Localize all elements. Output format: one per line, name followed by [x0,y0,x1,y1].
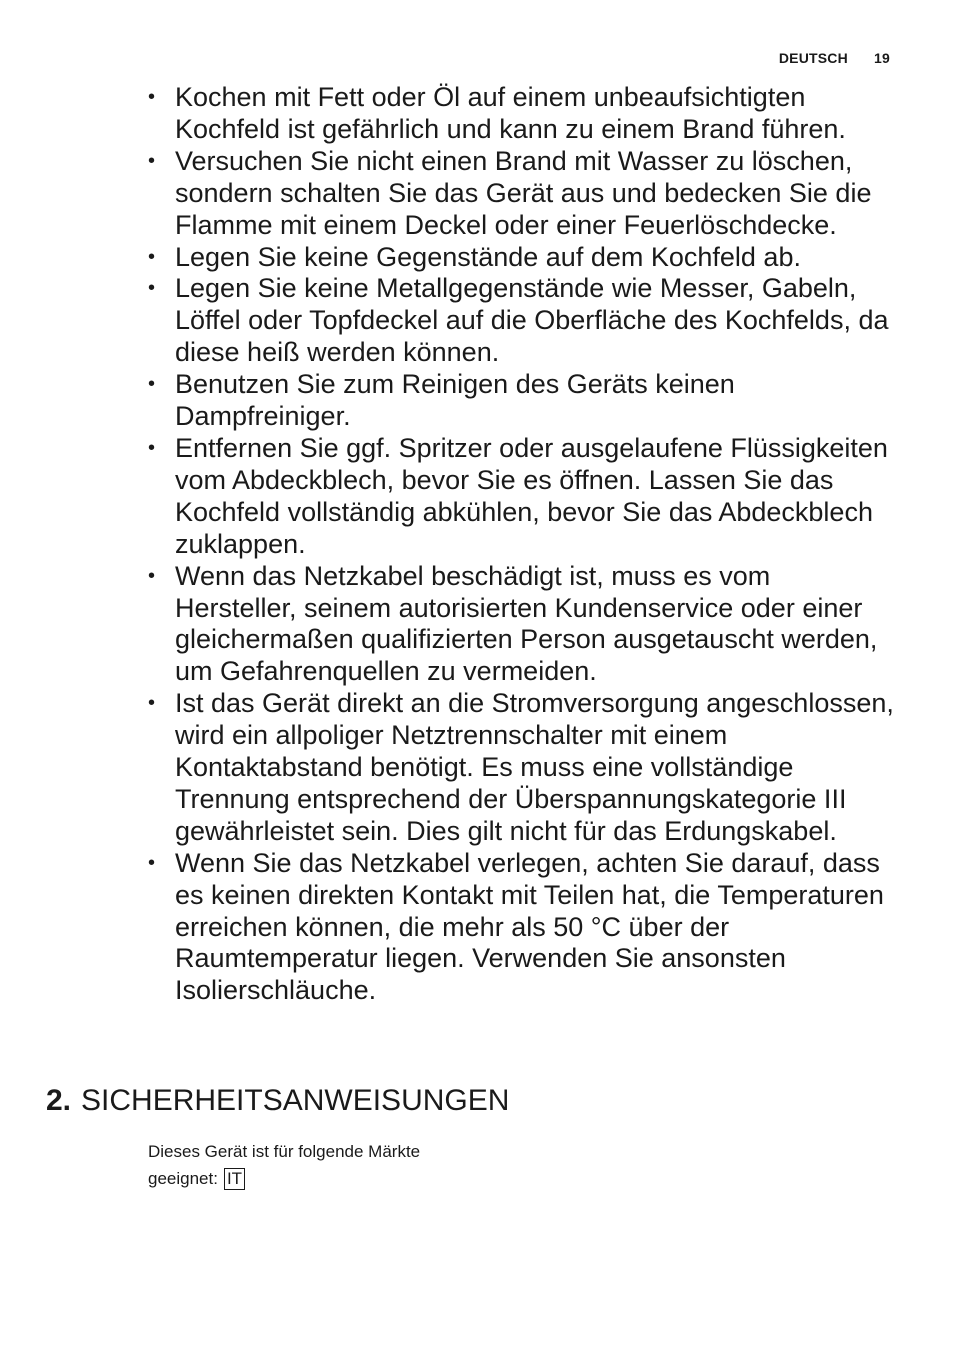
list-item [148,561,898,689]
bullet-text: Ist das Gerät direkt an die Stromversorgung angeschlossen, wird ein allpoliger Netztrennschalter mit einem Kontaktabstand benötigt. Es muss eine vollständige Trennung entsprechend der Überspannungskategorie III gewährleistet sein. Dies gilt nicht für das Erdungskabel. [175,688,894,846]
bullet-text: Versuchen Sie nicht einen Brand mit Wasser zu löschen, sondern schalten Sie das Gerät aus und bedecken Sie die Flamme mit einem Deckel oder einer Feuerlöschdecke. [175,145,872,240]
bullet-text: Legen Sie keine Metallgegenstände wie Messer, Gabeln, Löffel oder Topfdeckel auf die Oberfläche des Kochfelds, da diese heiß werden können. [175,273,889,368]
bullet-icon: • [148,373,156,396]
bullet-icon: • [148,245,156,268]
bullet-icon: • [148,851,156,874]
bullet-icon: • [148,436,156,459]
market-info [148,1138,478,1192]
section-title: SICHERHEITSANWEISUNGEN [81,1084,510,1117]
safety-bullet-list [148,82,898,1007]
bullet-text: Wenn Sie das Netzkabel verlegen, achten Sie darauf, dass es keinen direkten Kontakt mit Teilen hat, die Temperaturen erreichen können, die mehr als 50 °C über der Raumtemperatur liegen. Verwenden Sie ansonsten Isolierschläuche. [175,847,884,1006]
bullet-icon: • [148,277,156,300]
market-label: geeignet: [148,1169,218,1188]
section-heading [46,1083,509,1119]
bullet-text: Legen Sie keine Gegenstände auf dem Kochfeld ab. [175,241,801,272]
bullet-text: Kochen mit Fett oder Öl auf einem unbeaufsichtigten Kochfeld ist gefährlich und kann zu einem Brand führen. [175,82,846,144]
market-text-line1: Dieses Gerät ist für folgende Märkte [148,1142,421,1161]
list-item [148,433,898,561]
bullet-icon: • [148,564,156,587]
bullet-icon: • [148,86,156,108]
page-number: 19 [874,50,890,66]
list-item [148,848,898,1008]
bullet-icon: • [148,149,156,172]
list-item [148,688,898,848]
list-item [148,242,898,274]
header-language: DEUTSCH [778,50,848,66]
bullet-text: Benutzen Sie zum Reinigen des Geräts keinen Dampfreiniger. [175,369,735,432]
list-item [148,82,898,146]
page-header [779,50,890,66]
bullet-text: Entfernen Sie ggf. Spritzer oder ausgelaufene Flüssigkeiten vom Abdeckblech, bevor Sie es öffnen. Lassen Sie das Kochfeld vollständig abkühlen, bevor Sie das Abdeckblech zuklappen. [175,432,888,559]
section-number: 2. [46,1084,72,1117]
country-code-badge: IT [224,1168,245,1190]
market-text-line2 [148,1165,478,1192]
bullet-text: Wenn das Netzkabel beschädigt ist, muss es vom Hersteller, seinem autorisierten Kundenservice oder einer gleichermaßen qualifizierten Person ausgetauscht werden, um Gefahrenquellen zu vermeiden. [175,560,878,687]
bullet-icon: • [148,692,156,715]
list-item [148,273,898,369]
list-item [148,146,898,242]
list-item [148,369,898,433]
